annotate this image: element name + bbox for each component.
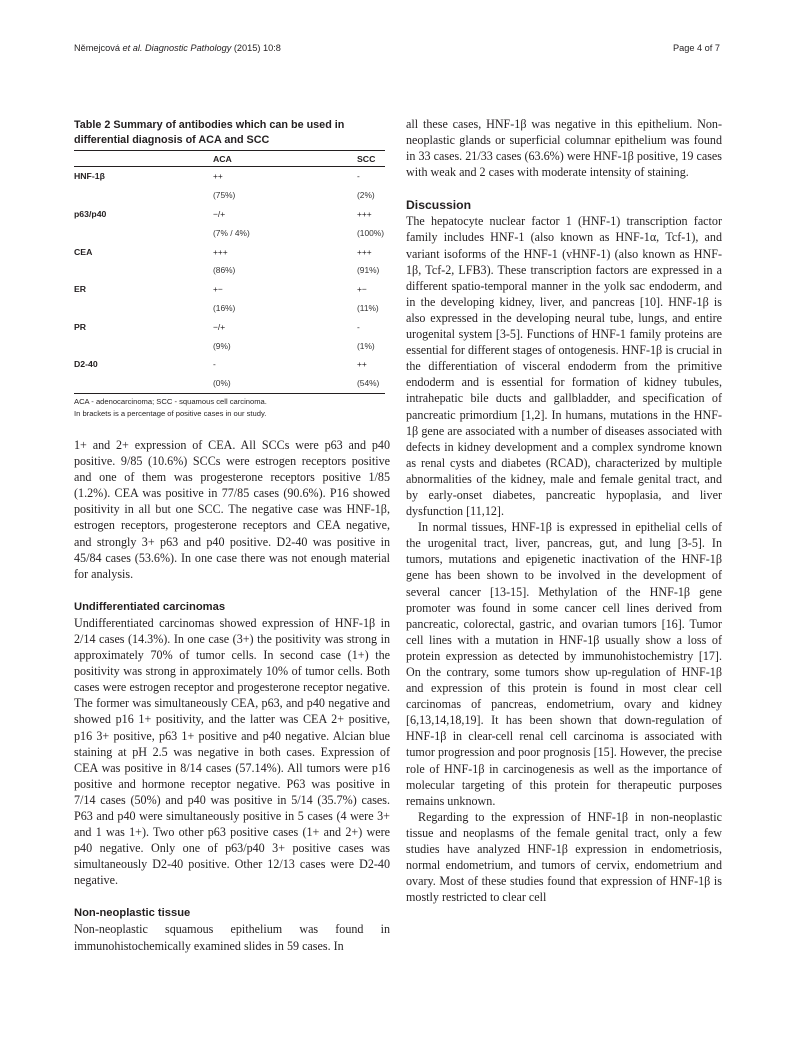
scc-score: - <box>357 171 360 182</box>
table-row-percent <box>74 374 385 393</box>
right-column <box>406 116 722 905</box>
aca-percent: (86%) <box>213 265 236 276</box>
scc-score: +− <box>357 284 367 295</box>
aca-score: ++ <box>213 171 223 182</box>
table-row-percent <box>74 186 385 205</box>
table-footnote-brackets: In brackets is a percentage of positive cases in our study. <box>74 408 267 418</box>
antibody-name: D2-40 <box>74 359 98 370</box>
antibody-name: PR <box>74 321 87 332</box>
antibody-name: CEA <box>74 246 93 257</box>
scc-score: +++ <box>357 208 372 219</box>
table-row <box>74 280 385 299</box>
body-paragraph: 1+ and 2+ expression of CEA. All SCCs were p63 and p40 positive. 9/85 (10.6%) SCCs were estrogen receptors positive and one of them was progesterone receptors positive 1/85 (1.2%). CEA was positive in 77/85 cases (90.6%). P16 showed positivity in all but one SCC. The negative case was HNF-1β, estrogen receptors, progesterone receptors and CEA negative, and strongly 3+ p63 and p40 positive. D2-40 was positive in 45/84 cases (53.6%). In one case there was not enough material for analysis. <box>74 438 390 581</box>
antibody-name: ER <box>74 284 87 295</box>
section-heading-undifferentiated: Undifferentiated carcinomas <box>74 600 226 613</box>
table-row-percent <box>74 336 385 355</box>
aca-score: +++ <box>213 246 228 257</box>
table-header-scc: SCC <box>357 151 385 167</box>
table-row <box>74 317 385 336</box>
body-paragraph: Non-neoplastic squamous epithelium was found in immunohistochemically examined slides in 59 cases. In <box>74 922 390 953</box>
table-row-percent <box>74 299 385 318</box>
body-paragraph: Regarding to the expression of HNF-1β in non-neoplastic tissue and neoplasms of the female genital tract, only a few studies have analyzed HNF-1β expression in endometriosis, normal endometrium, and tumors of cervix, endometrium and ovary. Most of these studies found that expression of HNF-1β is mostly restricted to clear cell <box>406 809 722 905</box>
antibody-table <box>74 118 385 420</box>
table-title: Table 2 Summary of antibodies which can be used in differential diagnosis of ACA and SCC <box>74 118 385 151</box>
antibody-name: HNF-1β <box>74 171 105 182</box>
aca-score: - <box>213 359 216 370</box>
section-heading-non-neoplastic: Non-neoplastic tissue <box>74 907 191 920</box>
aca-percent: (9%) <box>213 340 231 351</box>
scc-score: - <box>357 321 360 332</box>
aca-score: −/+ <box>213 208 226 219</box>
scc-percent: (11%) <box>357 302 379 313</box>
running-header-citation <box>74 43 281 53</box>
table-footnote-abbrev: ACA - adenocarcinoma; SCC - squamous cell carcinoma. <box>74 396 267 406</box>
body-paragraph: In normal tissues, HNF-1β is expressed in epithelial cells of the urogenital tract, liver, pancreas, gut, and lung [3-5]. In tumors, mutations and epigenetic inactivation of the HNF-1β gene has been shown to be involved in the development of several cancer [13-15]. Methylation of the HNF-1β gene promoter was found in some cancer cell lines derived from pancreatic, colorectal, gastric, and ovarian tumors [16]. Tumor cell lines with a mutation in HNF-1β usually show a loss of protein expression as detected by immunohistochemistry [17]. On the contrary, some tumors show up-regulation of HNF-1β and expression of this protein is found in most clear cell carcinomas of pancreas, endometrium, ovary and kidney [6,13,14,18,19]. It has been shown that down-regulation of HNF-1β in clear-cell renal cell carcinoma is associated with tumor progression and poor prognosis [15]. However, the precise role of HNF-1β in carcinogenesis as well as the importance of molecular targeting of this protein for therapeutic purposes remains unknown. <box>406 520 722 808</box>
scc-percent: (91%) <box>357 265 380 276</box>
table-header-aca: ACA <box>213 151 357 167</box>
table-row <box>74 205 385 224</box>
scc-score: +++ <box>357 246 372 257</box>
scc-percent: (100%) <box>357 227 384 238</box>
scc-percent: (1%) <box>357 340 375 351</box>
page-number: Page 4 of 7 <box>673 43 720 53</box>
aca-percent: (16%) <box>213 302 236 313</box>
aca-percent: (0%) <box>213 374 357 393</box>
aca-percent: (75%) <box>213 190 236 201</box>
table-row-percent <box>74 261 385 280</box>
aca-percent: (7% / 4%) <box>213 227 250 238</box>
table-row <box>74 355 385 374</box>
antibody-name: p63/p40 <box>74 208 107 219</box>
scc-score: ++ <box>357 359 367 370</box>
scc-percent: (2%) <box>357 190 375 201</box>
body-paragraph: The hepatocyte nuclear factor 1 (HNF-1) transcription factor family includes HNF-1 (also known as HNF-1α, Tcf-1), and variant isoforms of the HNF-1 (vHNF-1) (also known as HNF-1β, Tcf-2, LFB3). These transcription factors are expressed in a different spatio-temporal manner in the yolk sac endoderm, and in the developing kidney, liver, and pancreas [10]. HNF-1β is also expressed in the developing neural tube, lungs, and entire urogenital system [3-5]. Functions of HNF-1 family proteins are essential for different stages of ontogenesis. HNF-1β is crucial in the differentiation of visceral endoderm from the primitive endoderm and is essential for formation of kidney tubules, intrahepatic bile ducts and gallbladder, and specification of pancreatic primordium [1,2]. In humans, mutations in the HNF-1β gene are associated with a number of diseases associated with defects in kidney development and a complex syndrome known as renal cysts and diabetes (RCAD), characterized by multiple abnormalities of the kidney, male and female genital tract, and by early-onset diabetes, pancreatic hypoplasia, and liver dysfunction [11,12]. <box>406 214 722 519</box>
citation-volume: (2015) 10:8 <box>231 43 281 53</box>
section-heading-discussion: Discussion <box>406 198 472 213</box>
citation-journal: et al. Diagnostic Pathology <box>122 43 232 53</box>
table-header-empty <box>74 151 213 167</box>
table-footnote <box>74 396 385 420</box>
table-row-percent <box>74 223 385 242</box>
body-paragraph: Undifferentiated carcinomas showed expression of HNF-1β in 2/14 cases (14.3%). In one case (3+) the positivity was strong in approximately 70% of tumor cells. In second case (1+) the positivity was strong in approximately 10% of tumor cells. Both cases were estrogen receptor and progesterone receptor negative. The former was simultaneously CEA, p63, and p40 negative and showed p16 1+ positivity, and the latter was CEA 2+ positive, p16 3+ positive, p63 1+ positive and p40 negative. Alcian blue staining at pH 2.5 was negative in both cases. Expression of CEA was positive in 8/14 cases (57.14%). All tumors were p16 positive and hormone receptor negative. P63 was positive in 7/14 cases (50%) and p40 was positive in 5/14 (35.7%) cases. P63 and p40 were simultaneously positive in 5 cases (4 were 3+ and 1 was 1+). Two other p63 positive cases (1+ and 2+) were p40 negative. Only one of p63/p40 3+ positive cases was simultaneously D2-40 positive. Other 12/13 cases were D2-40 negative. <box>74 615 390 888</box>
antibody-table-grid <box>74 151 385 394</box>
body-paragraph: all these cases, HNF-1β was negative in this epithelium. Non-neoplastic glands or superficial columnar epithelium was found in 33 cases. 21/33 cases (63.6%) were HNF-1β positive, 19 cases with weak and 2 cases with moderate intensity of staining. <box>406 117 722 180</box>
table-header-row <box>74 151 385 167</box>
table-row <box>74 167 385 186</box>
aca-score: −/+ <box>213 321 226 332</box>
left-column <box>74 437 390 954</box>
scc-percent: (54%) <box>357 374 385 393</box>
table-row <box>74 242 385 261</box>
aca-score: +− <box>213 284 223 295</box>
citation-author: Němejcová <box>74 43 123 53</box>
